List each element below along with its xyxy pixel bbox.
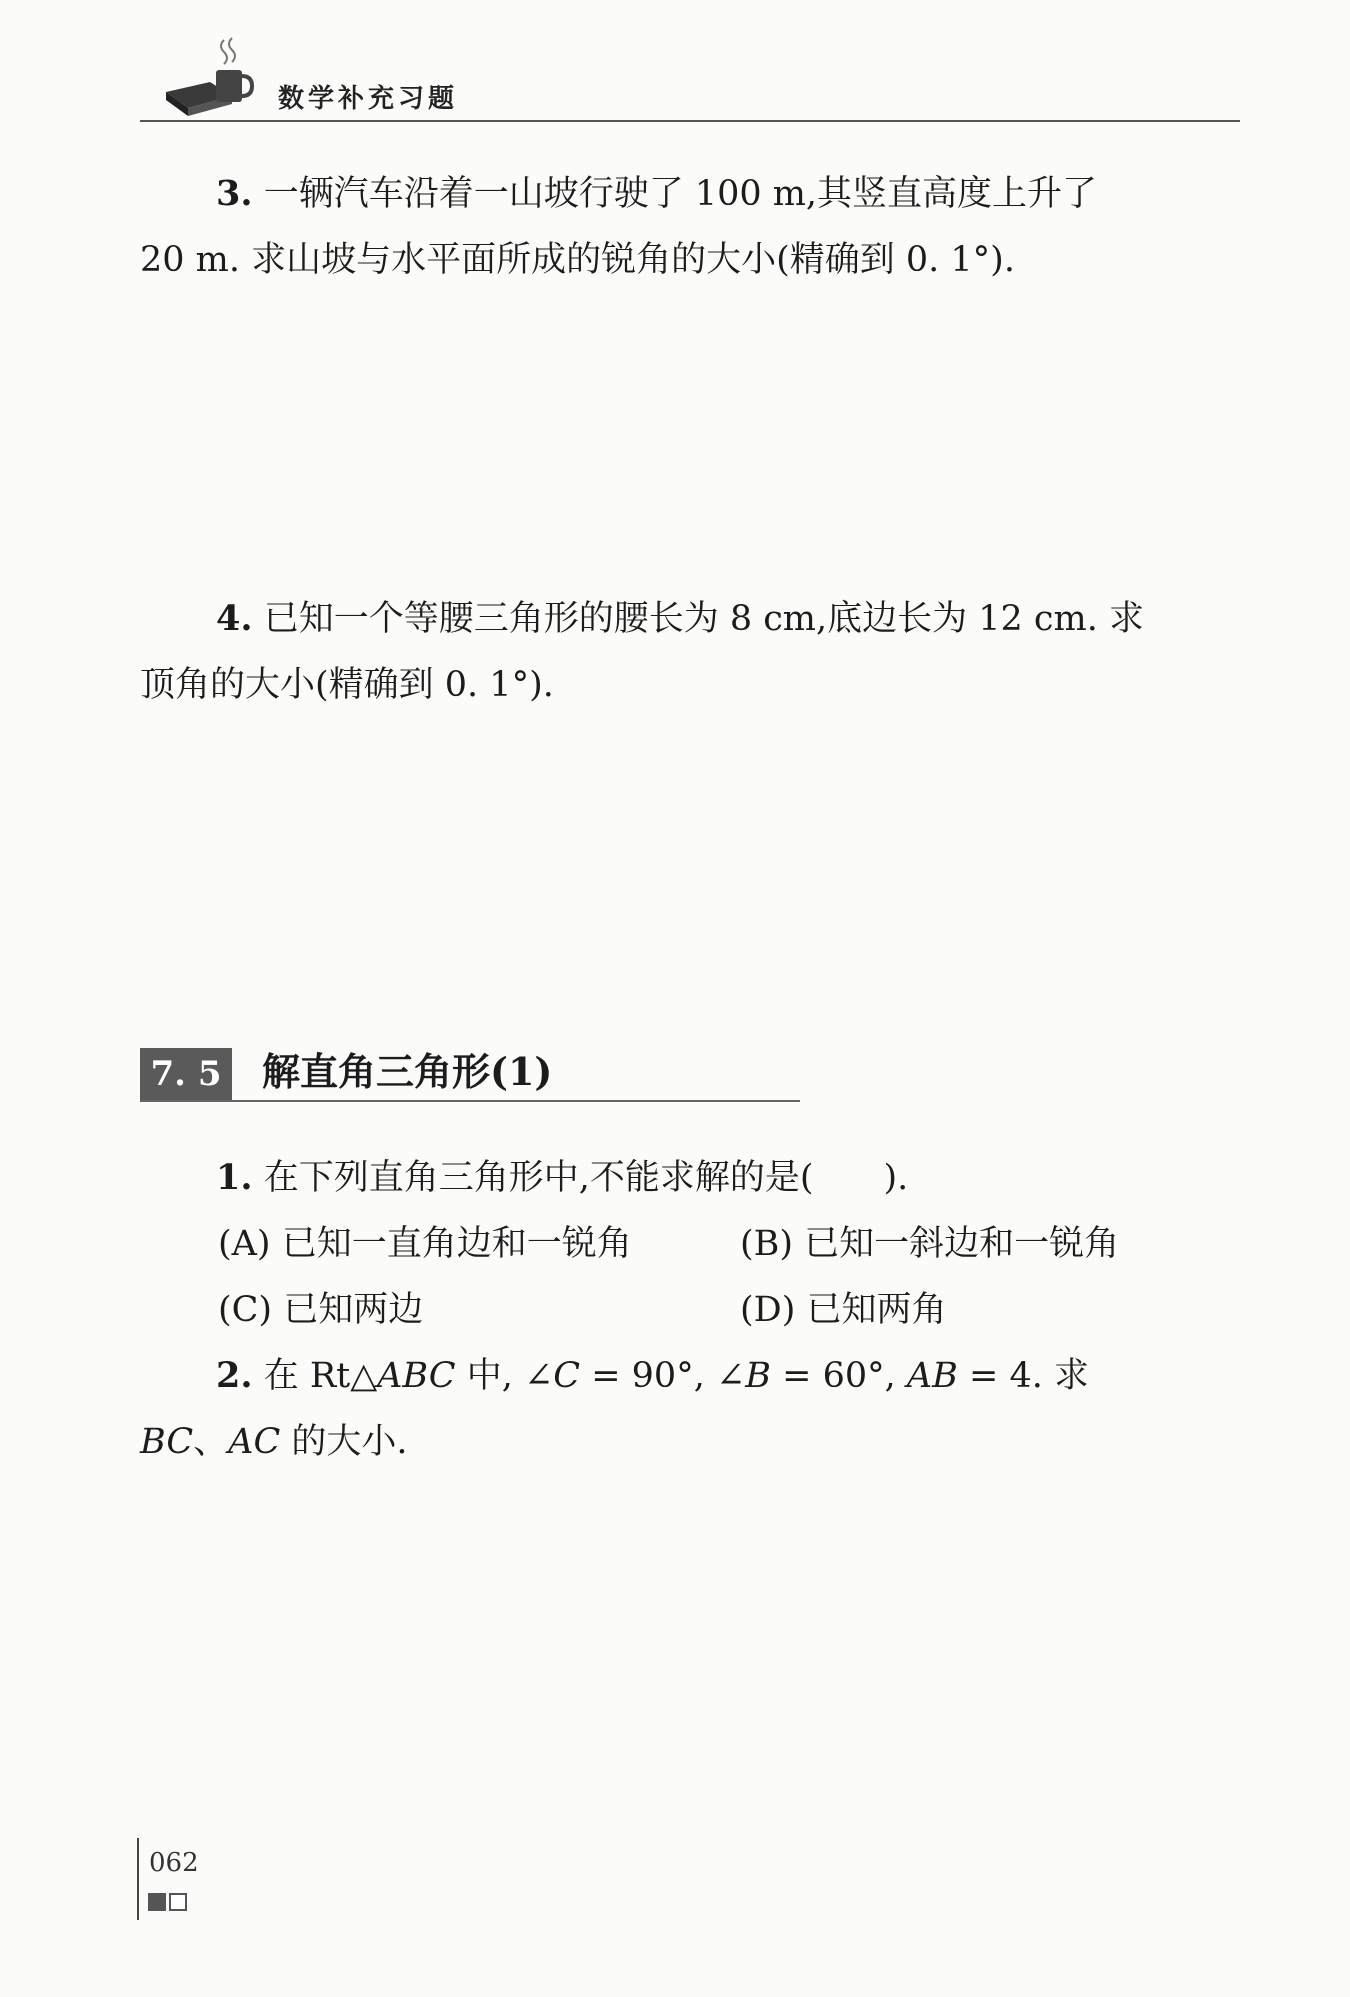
text: = 90°, ∠ (580, 1356, 746, 1396)
problem-number: 4. (216, 598, 253, 639)
text: = 4. 求 (957, 1356, 1089, 1396)
option-b: (B) 已知一斜边和一锐角 (740, 1224, 1120, 1264)
running-title: 数学补充习题 (278, 84, 459, 114)
side-ac: AC (228, 1422, 281, 1462)
text: 中, ∠ (455, 1356, 554, 1396)
text: 的大小. (280, 1422, 408, 1462)
question-text: 在下列直角三角形中,不能求解的是( ). (263, 1158, 909, 1198)
vertex-b: B (745, 1356, 772, 1396)
question-2-line-2 (140, 1408, 408, 1476)
question-number: 1. (216, 1157, 253, 1198)
side-bc: BC (140, 1422, 194, 1462)
problem-text: 一辆汽车沿着一山坡行驶了 100 m,其竖直高度上升了 (263, 174, 1098, 214)
question-number: 2. (216, 1355, 253, 1396)
text: = 60°, (771, 1356, 907, 1396)
text: 、 (193, 1422, 229, 1462)
problem-text: 已知一个等腰三角形的腰长为 8 cm,底边长为 12 cm. 求 (263, 599, 1144, 639)
question-1-stem (216, 1144, 908, 1212)
option-a: (A) 已知一直角边和一锐角 (218, 1224, 632, 1264)
section-number-badge: 7. 5 (140, 1048, 232, 1100)
option-d: (D) 已知两角 (740, 1290, 947, 1330)
page-number-rule (137, 1838, 139, 1920)
side-ab: AB (906, 1356, 958, 1396)
page-number: 062 (149, 1848, 199, 1878)
section-divider (140, 1100, 800, 1102)
section-title: 解直角三角形(1) (262, 1049, 553, 1094)
vertex-c: C (553, 1356, 581, 1396)
page-marker-squares (148, 1893, 190, 1912)
problem-4-line-2: 顶角的大小(精确到 0. 1°). (140, 665, 554, 705)
book-and-mug-logo (162, 36, 254, 118)
triangle-name: ABC (377, 1356, 456, 1396)
problem-number: 3. (216, 173, 253, 214)
text: 在 Rt△ (263, 1356, 378, 1396)
problem-3-line-2: 20 m. 求山坡与水平面所成的锐角的大小(精确到 0. 1°). (140, 240, 1015, 280)
filled-square-icon (148, 1893, 166, 1911)
empty-square-icon (169, 1893, 187, 1911)
option-c: (C) 已知两边 (218, 1290, 424, 1330)
question-2-line-1 (216, 1342, 1089, 1410)
problem-4-line-1 (216, 585, 1144, 653)
header-divider (140, 120, 1240, 122)
problem-3-line-1 (216, 160, 1097, 228)
